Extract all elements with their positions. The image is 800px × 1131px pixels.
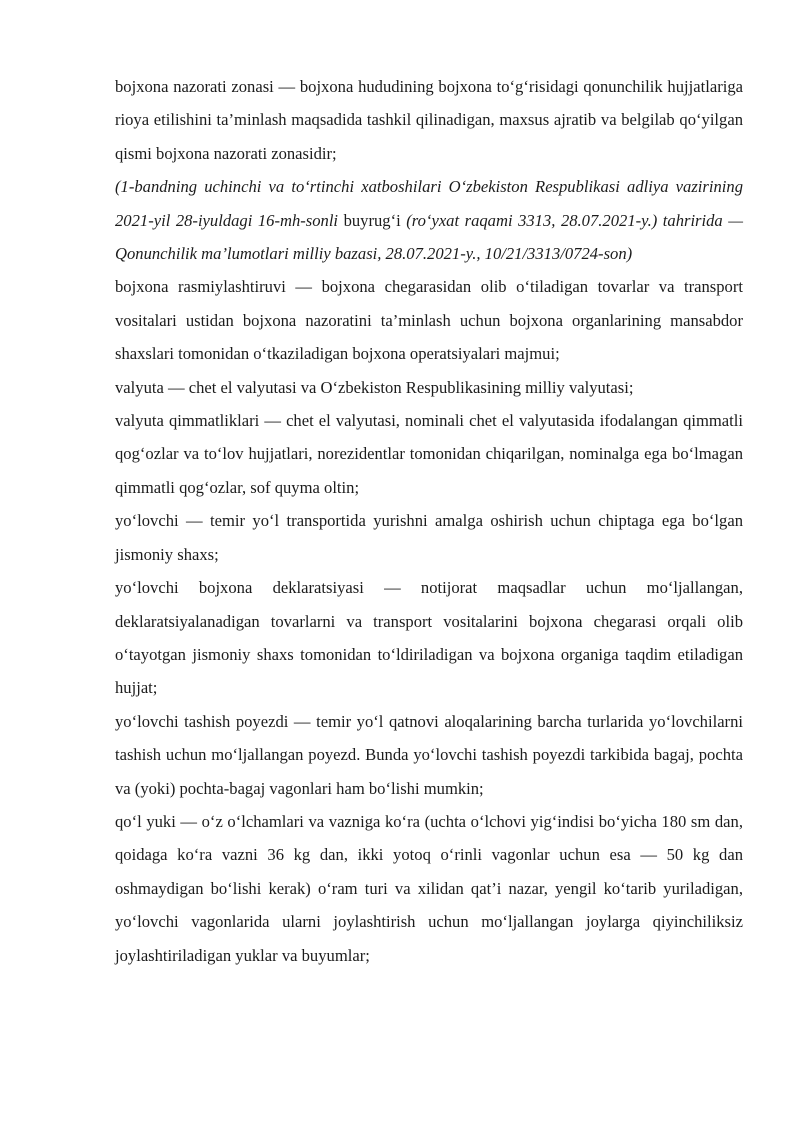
paragraph-currency-valuables: valyuta qimmatliklari — chet el valyutasi, nominali chet el valyutasida ifodalangan qimmatli qog‘ozlar va to‘lov hujjatlari, norezidentlar tomonidan chiqarilgan, nominalga ega bo‘lmagan qimmatli qog‘ozlar, sof quyma oltin;: [115, 411, 743, 497]
paragraph-customs-control-zone: bojxona nazorati zonasi — bojxona hududining bojxona to‘g‘risidagi qonunchilik hujjatlariga rioya etilishini ta’minlash maqsadida tashkil qilinadigan, maxsus ajratib va belgilab qo‘yilgan qismi bojxona nazorati zonasidir;: [115, 77, 743, 163]
order-link[interactable]: buyrug‘i: [343, 210, 401, 230]
document-page: [115, 70, 743, 972]
paragraph-passenger: yo‘lovchi — temir yo‘l transportida yurishni amalga oshirish uchun chiptaga ega bo‘lgan jismoniy shaxs;: [115, 511, 743, 564]
amendment-note-part-1: (1-bandning uchinchi va to‘rtinchi xatboshilari O‘zbekiston Respublikasi adliya vazirining 2021-yil 28-iyuldagi 16-mh-sonli: [115, 177, 743, 230]
amendment-note-part-2: (ro‘yxat raqami 3313, 28.07.2021-y.) tahririda — Qonunchilik ma’lumotlari milliy bazasi, 28.07.2021-y., 10/21/3313/0724-son): [115, 210, 743, 264]
paragraph-currency: valyuta — chet el valyutasi va O‘zbekiston Respublikasining milliy valyutasi;: [115, 377, 634, 397]
paragraph-passenger-declaration: yo‘lovchi bojxona deklaratsiyasi — notijorat maqsadlar uchun mo‘ljallangan, deklaratsiyalanadigan tovarlarni va transport vositalarini bojxona chegarasi orqali olib o‘tayotgan jismoniy shaxs tomonidan to‘ldiriladigan va bojxona organiga taqdim etiladigan hujjat;: [115, 578, 743, 698]
amendment-note: [115, 170, 743, 270]
paragraph-passenger-train: yo‘lovchi tashish poyezdi — temir yo‘l qatnovi aloqalarining barcha turlarida yo‘lovchilarni tashish uchun mo‘ljallangan poyezd. Bunda yo‘lovchi tashish poyezdi tarkibida bagaj, pochta va (yoki) pochta-bagaj vagonlari ham bo‘lishi mumkin;: [115, 711, 743, 798]
paragraph-customs-clearance: bojxona rasmiylashtiruvi — bojxona chegarasidan olib o‘tiladigan tovarlar va transport vositalari ustidan bojxona nazoratini ta’minlash uchun bojxona organlarining mansabdor shaxslari tomonidan o‘tkaziladigan bojxona operatsiyalari majmui;: [115, 277, 743, 364]
paragraph-hand-luggage: qo‘l yuki — o‘z o‘lchamlari va vazniga ko‘ra (uchta o‘lchovi yig‘indisi bo‘yicha 180 sm dan, qoidaga ko‘ra vazni 36 kg dan, ikki yotoq o‘rinli vagonlar uchun esa — 50 kg dan oshmaydigan bo‘lishi kerak) o‘ram turi va xilidan qat’i nazar, yengil ko‘tarib yuriladigan, yo‘lovchi vagonlarida ularni joylashtirish uchun mo‘ljallangan joylarga qiyinchiliksiz joylashtiriladigan yuklar va buyumlar;: [115, 811, 743, 965]
